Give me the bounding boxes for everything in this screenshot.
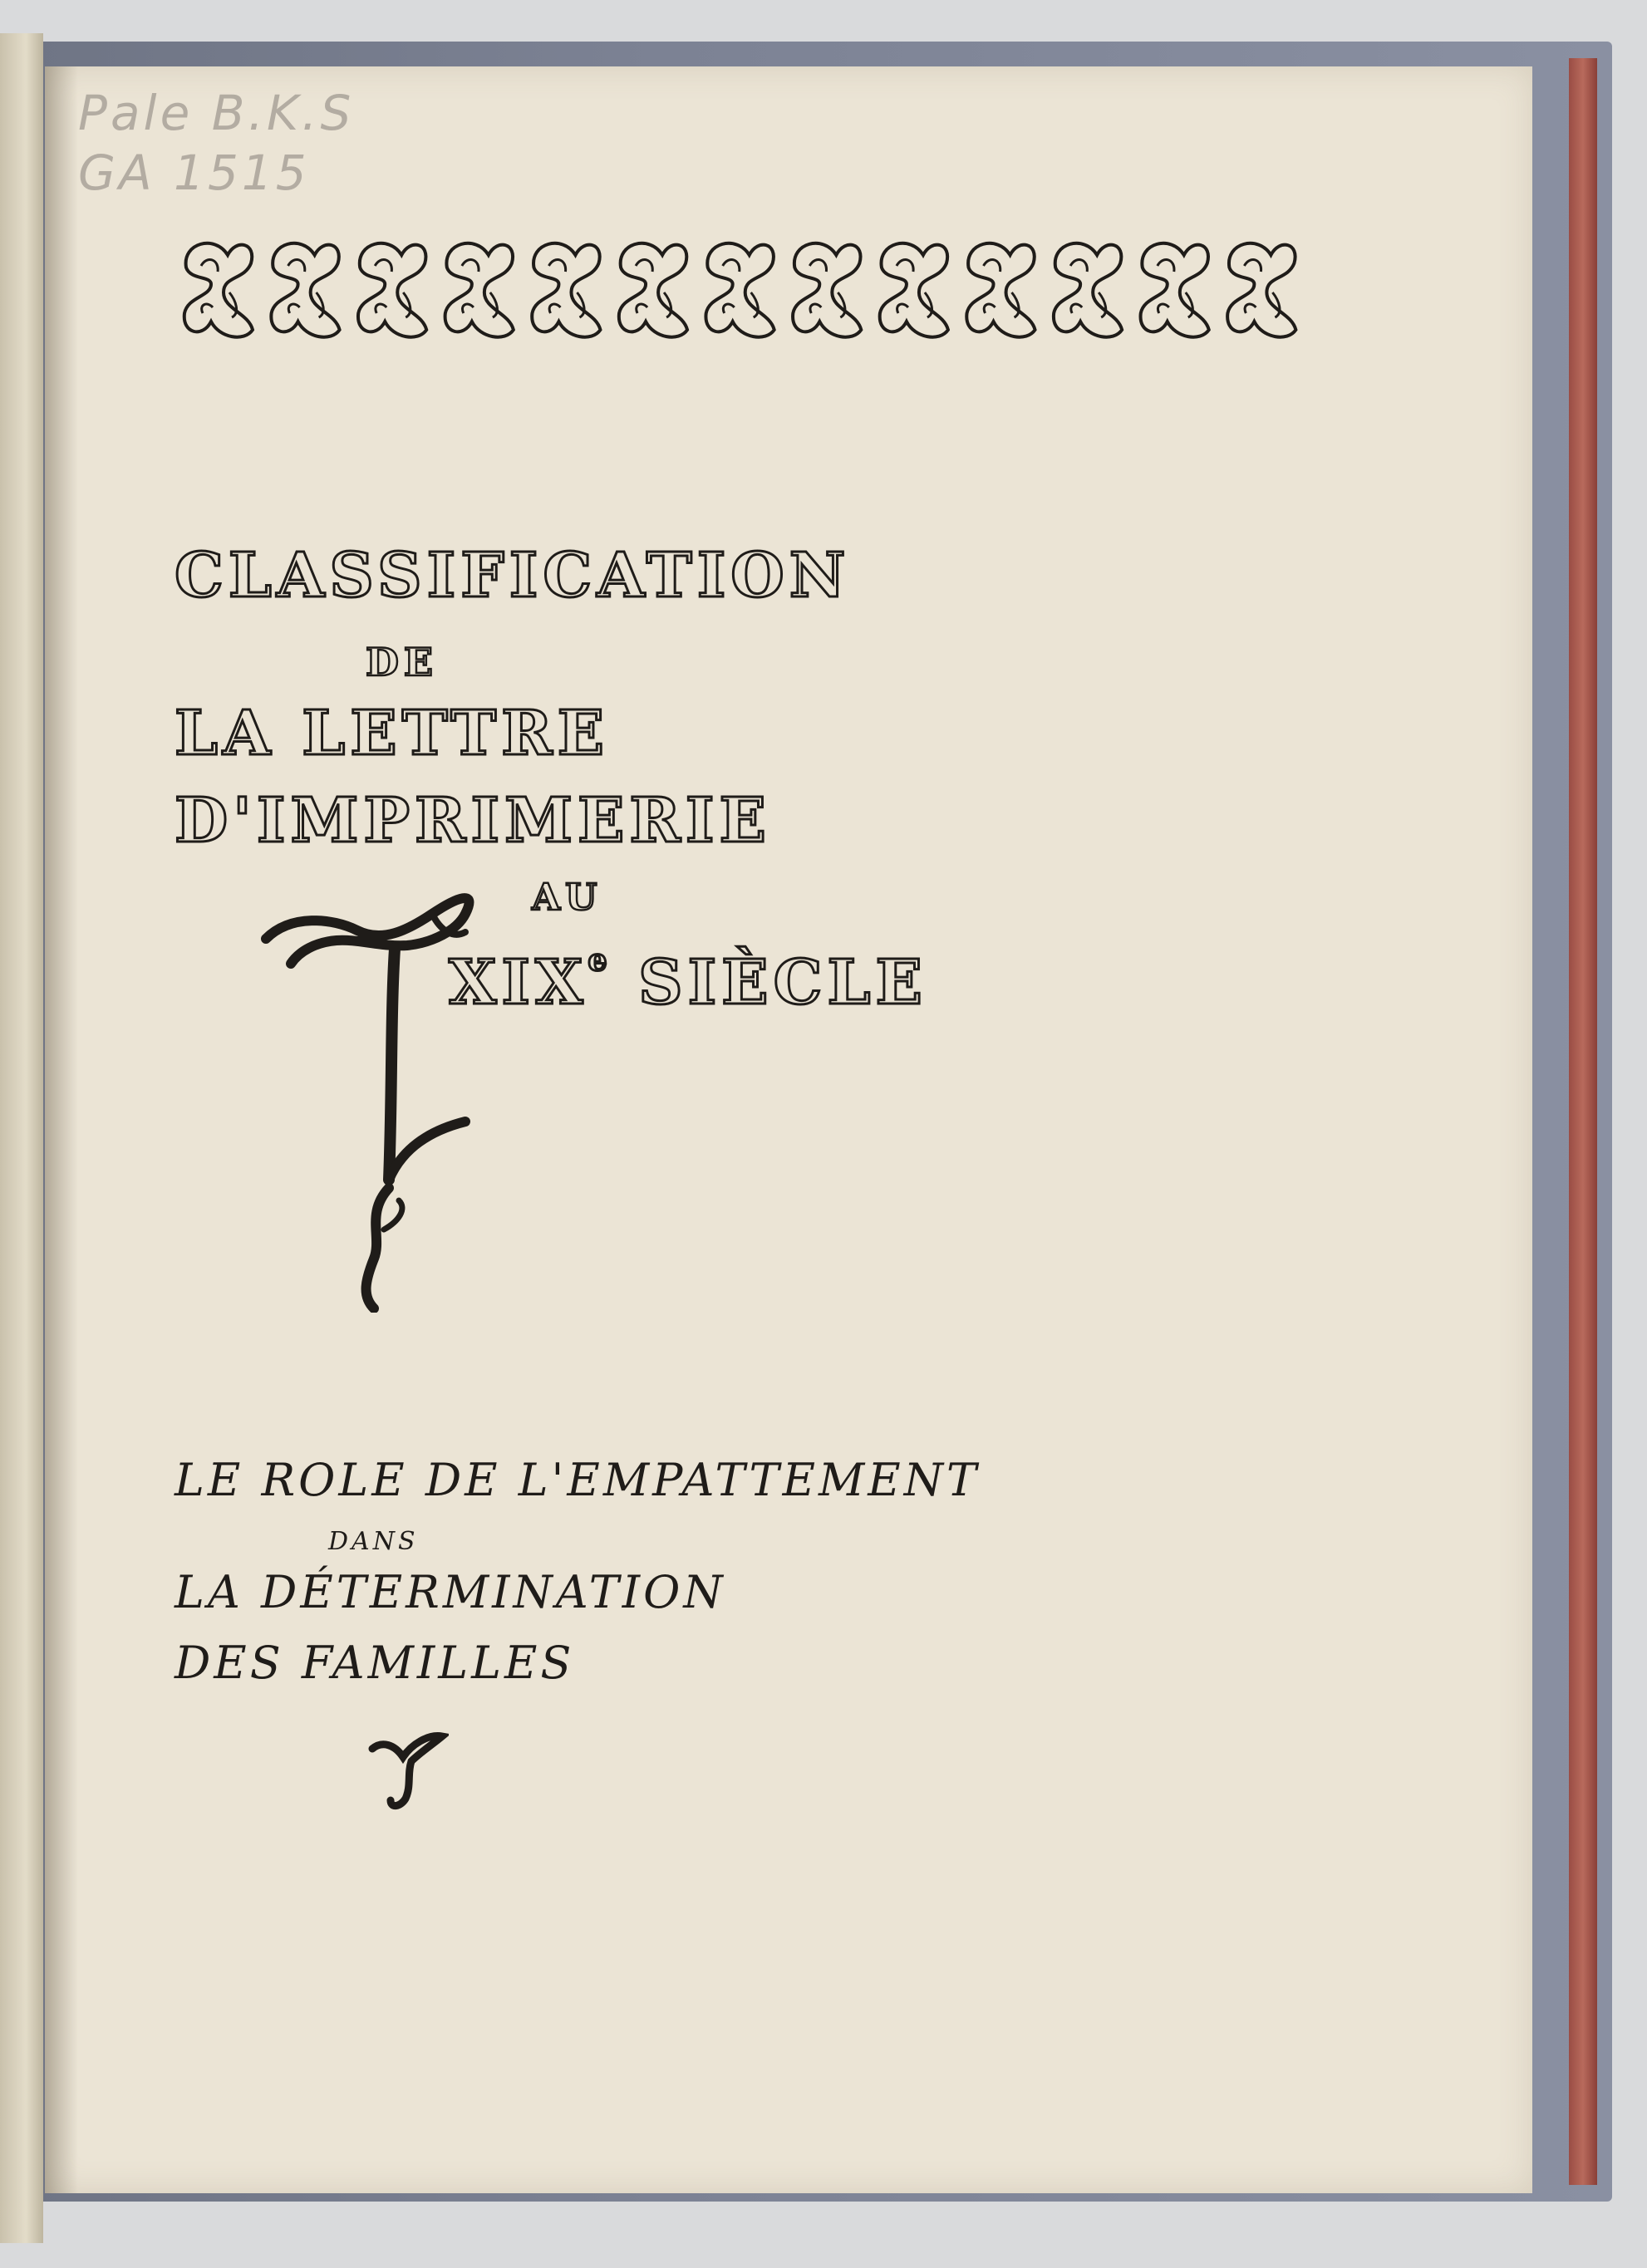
title-line-3: LA LETTRE bbox=[175, 698, 610, 769]
subtitle-line-4: DES FAMILLES bbox=[175, 1637, 575, 1689]
scroll-ornament-icon bbox=[271, 243, 339, 337]
scroll-ornament-icon bbox=[1141, 243, 1209, 337]
gutter-shadow bbox=[45, 66, 78, 2193]
title-line-1: CLASSIFICATION bbox=[175, 540, 851, 611]
ornament-row bbox=[173, 226, 1303, 351]
subtitle-line-1: LE ROLE DE L'EMPATTEMENT bbox=[175, 1454, 980, 1506]
scroll-ornament-icon bbox=[619, 243, 687, 337]
flourish-t-icon bbox=[258, 881, 490, 1313]
century-word: SIÈCLE bbox=[612, 947, 927, 1019]
title-line-6 bbox=[449, 943, 927, 1019]
page-edge bbox=[1569, 58, 1597, 2185]
title-line-4: D'IMPRIMERIE bbox=[175, 785, 771, 857]
scroll-ornament-icon bbox=[793, 243, 861, 337]
title-line-2: DE bbox=[366, 640, 438, 685]
scroll-ornament-icon bbox=[445, 243, 514, 337]
scroll-ornament-icon bbox=[966, 243, 1035, 337]
scroll-ornament-icon bbox=[706, 243, 774, 337]
pencil-line-2: GA 1515 bbox=[78, 145, 310, 201]
century-numeral: XIX bbox=[449, 947, 588, 1019]
left-page-edge bbox=[0, 33, 43, 2243]
pencil-line-1: Pale B.K.S bbox=[78, 85, 355, 141]
subtitle-line-2: DANS bbox=[328, 1527, 419, 1556]
scroll-ornament-icon bbox=[1054, 243, 1122, 337]
scroll-ornament-icon bbox=[184, 243, 253, 337]
scroll-ornament-icon bbox=[880, 243, 948, 337]
pencil-annotation bbox=[78, 83, 354, 203]
subtitle-line-3: LA DÉTERMINATION bbox=[175, 1566, 726, 1618]
scroll-ornament-icon bbox=[532, 243, 600, 337]
century-superscript: e bbox=[588, 943, 612, 978]
title-line-5: AU bbox=[532, 876, 602, 919]
scroll-ornament-icon bbox=[1227, 243, 1295, 337]
scroll-ornament-icon bbox=[358, 243, 426, 337]
small-flourish-icon bbox=[366, 1724, 449, 1815]
